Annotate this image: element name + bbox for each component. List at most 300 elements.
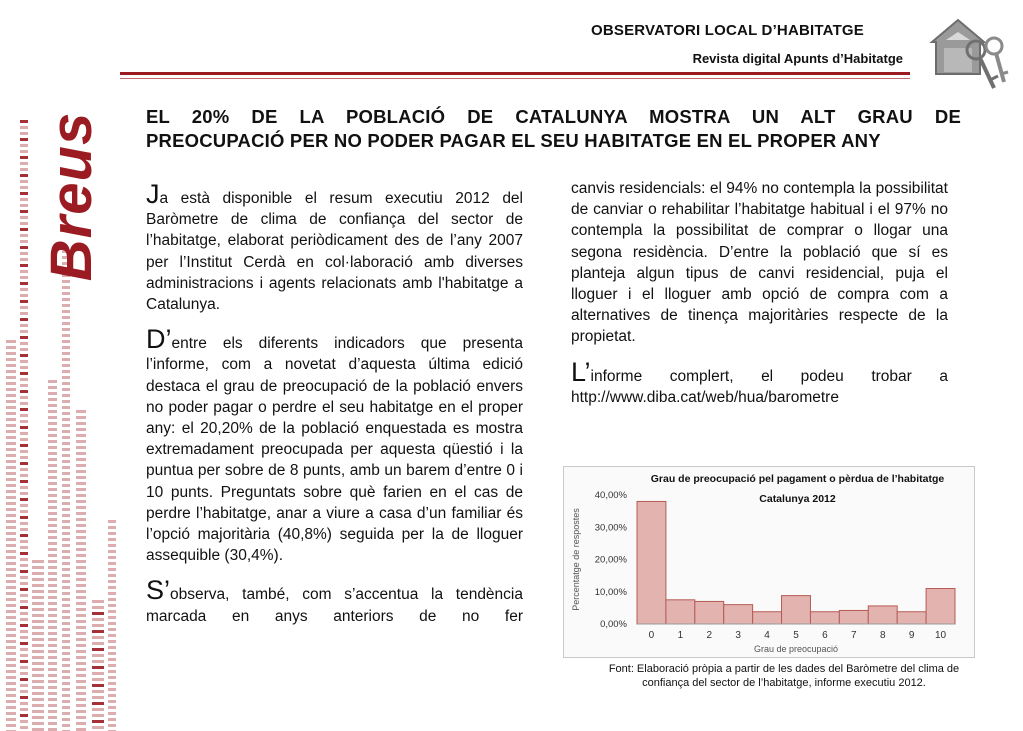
stripe-segment [20, 492, 28, 495]
stripe-segment [6, 430, 16, 433]
stripe-segment [20, 426, 28, 429]
stripe-segment [62, 544, 70, 547]
stripe-segment [20, 306, 28, 309]
stripe-segment [76, 416, 86, 419]
headline-line-1: EL 20% DE LA POBLACIÓ DE CATALUNYA MOSTRA UN ALT GRAU DE [146, 106, 961, 127]
stripe-segment [62, 658, 70, 661]
stripe-segment [62, 334, 70, 337]
stripe-segment [20, 264, 28, 267]
stripe-segment [48, 614, 57, 617]
stripe-segment [92, 696, 104, 699]
stripe-segment [6, 472, 16, 475]
stripe-segment [20, 486, 28, 489]
stripe-segment [6, 436, 16, 439]
stripe-segment [48, 440, 57, 443]
caption-line-2: confiança del sector de l’habitatge, informe executiu 2012. [642, 677, 926, 689]
stripe-segment [48, 428, 57, 431]
stripe-segment [76, 554, 86, 557]
stripe-segment [92, 636, 104, 639]
stripe-segment [32, 722, 44, 725]
stripe-segment [62, 664, 70, 667]
stripe-segment [62, 430, 70, 433]
stripe-segment [20, 474, 28, 477]
stripe-segment [108, 718, 116, 721]
stripe-segment [6, 586, 16, 589]
stripe-segment [62, 640, 70, 643]
stripe-segment [6, 616, 16, 619]
stripe-segment [6, 364, 16, 367]
x-tick-label: 6 [822, 630, 828, 641]
stripe-segment [62, 400, 70, 403]
stripe-segment [62, 508, 70, 511]
stripe-segment [20, 156, 28, 159]
stripe-segment [20, 162, 28, 165]
stripe-segment [76, 494, 86, 497]
stripe-segment [6, 484, 16, 487]
stripe-segment [32, 590, 44, 593]
stripe-segment [20, 228, 28, 231]
stripe-segment [20, 402, 28, 405]
stripe-segment [48, 392, 57, 395]
stripe-segment [108, 652, 116, 655]
stripe-segment [6, 424, 16, 427]
stripe-segment [48, 548, 57, 551]
stripe-segment [20, 690, 28, 693]
stripe-segment [62, 412, 70, 415]
stripe-segment [76, 410, 86, 413]
stripe-segment [48, 458, 57, 461]
stripe-segment [32, 602, 44, 605]
stripe-segment [92, 672, 104, 675]
stripe-segment [48, 698, 57, 701]
stripe-segment [6, 694, 16, 697]
stripe-segment [6, 658, 16, 661]
stripe-segment [62, 604, 70, 607]
x-tick-label: 10 [934, 630, 947, 641]
stripe-segment [108, 700, 116, 703]
bar-9 [897, 612, 926, 624]
stripe-segment [48, 608, 57, 611]
stripe-segment [108, 532, 116, 535]
stripe-segment [20, 720, 28, 723]
stripe-segment [92, 720, 104, 723]
stripe-segment [20, 252, 28, 255]
stripe-segment [76, 716, 86, 719]
stripe-segment [108, 562, 116, 565]
stripe-segment [32, 626, 44, 629]
stripe-segment [32, 698, 44, 701]
stripe-segment [20, 696, 28, 699]
x-tick-label: 8 [879, 630, 886, 641]
stripe-segment [62, 490, 70, 493]
stripe-segment [62, 724, 70, 727]
stripe-segment [92, 648, 104, 651]
stripe-segment [20, 660, 28, 663]
stripe-segment [76, 578, 86, 581]
stripe-segment [20, 432, 28, 435]
stripe-segment [6, 598, 16, 601]
stripe-segment [20, 498, 28, 501]
stripe-segment [48, 482, 57, 485]
stripe-segment [76, 458, 86, 461]
stripe-segment [108, 610, 116, 613]
stripe-segment [62, 682, 70, 685]
x-tick-label: 0 [648, 630, 655, 641]
stripe-segment [62, 484, 70, 487]
stripe-segment [20, 276, 28, 279]
stripe-segment [76, 692, 86, 695]
stripe-segment [20, 438, 28, 441]
stripe-segment [20, 150, 28, 153]
stripe-segment [48, 680, 57, 683]
stripe-segment [48, 602, 57, 605]
stripe-segment [6, 556, 16, 559]
stripe-segment [62, 394, 70, 397]
stripe-segment [62, 328, 70, 331]
stripe-segment [6, 370, 16, 373]
left-column [146, 179, 523, 641]
stripe-segment [20, 618, 28, 621]
stripe-segment [62, 622, 70, 625]
stripe-segment [62, 304, 70, 307]
y-tick-label: 30,00% [594, 522, 627, 534]
stripe-segment [48, 386, 57, 389]
stripe-segment [6, 646, 16, 649]
stripe-segment [6, 388, 16, 391]
stripe-segment [76, 518, 86, 521]
stripe-segment [108, 550, 116, 553]
stripe-segment [76, 572, 86, 575]
stripe-segment [20, 534, 28, 537]
stripe-segment [108, 568, 116, 571]
stripe-segment [20, 636, 28, 639]
stripe-segment [76, 440, 86, 443]
stripe-segment [20, 570, 28, 573]
stripe-segment [108, 526, 116, 529]
stripe-segment [6, 664, 16, 667]
stripe-segment [48, 554, 57, 557]
stripe-segment [62, 442, 70, 445]
stripe-segment [20, 354, 28, 357]
stripe-segment [20, 582, 28, 585]
stripe-segment [20, 678, 28, 681]
stripe-segment [62, 298, 70, 301]
chart-title: Grau de preocupació pel pagament o pèrdua de l’habitatge [650, 473, 945, 485]
stripe-segment [32, 638, 44, 641]
stripe-segment [76, 698, 86, 701]
stripe-segment [20, 642, 28, 645]
stripe-segment [76, 482, 86, 485]
paragraph-continued: canvis residencials: el 94% no contempla la possibilitat de canviar o rehabilitar l’habitatge habitual i el 97% no contempla la possibilitat de comprar o llogar una segona residència. D’entre la població que sí es planteja algun tipus de canvi residencial, puja el lloguer i el lloguer amb opció de compra com a alternatives de tinença majoritàries respecte de la propietat. [571, 180, 948, 346]
stripe-segment [92, 702, 104, 705]
header-divider-thin [120, 78, 910, 79]
stripe-segment [20, 546, 28, 549]
stripe-segment [62, 568, 70, 571]
stripe-segment [76, 596, 86, 599]
stripe-segment [76, 614, 86, 617]
stripe-segment [6, 682, 16, 685]
stripe-segment [62, 502, 70, 505]
stripe-segment [62, 616, 70, 619]
stripe-segment [48, 476, 57, 479]
stripe-segment [6, 622, 16, 625]
stripe-segment [20, 552, 28, 555]
stripe-segment [76, 548, 86, 551]
stripe-segment [20, 612, 28, 615]
stripe-segment [20, 174, 28, 177]
stripe-segment [6, 706, 16, 709]
stripe-segment [32, 716, 44, 719]
bar-chart [563, 466, 975, 658]
stripe-segment [20, 702, 28, 705]
stripe-segment [20, 600, 28, 603]
stripe-segment [76, 536, 86, 539]
stripe-segment [76, 452, 86, 455]
stripe-segment [48, 518, 57, 521]
y-axis-title: Percentatge de respostes [571, 508, 581, 611]
stripe-segment [108, 682, 116, 685]
stripe-segment [62, 652, 70, 655]
stripe-segment [76, 512, 86, 515]
stripe-segment [6, 670, 16, 673]
stripe-segment [32, 620, 44, 623]
stripe-segment [62, 574, 70, 577]
stripe-segment [62, 556, 70, 559]
stripe-segment [108, 574, 116, 577]
chart-subtitle: Catalunya 2012 [759, 493, 836, 505]
stripe-segment [6, 346, 16, 349]
stripe-segment [6, 550, 16, 553]
stripe-segment [48, 470, 57, 473]
stripe-segment [32, 656, 44, 659]
stripe-segment [20, 708, 28, 711]
stripe-segment [32, 668, 44, 671]
stripe-segment [76, 644, 86, 647]
stripe-segment [6, 400, 16, 403]
stripe-segment [6, 412, 16, 415]
stripe-segment [76, 590, 86, 593]
bar-6 [810, 612, 839, 624]
stripe-segment [6, 712, 16, 715]
stripe-segment [6, 610, 16, 613]
y-tick-label: 0,00% [600, 619, 627, 630]
x-tick-label: 7 [851, 630, 857, 641]
paragraph-text: entre els diferents indicadors que presenta l’informe, com a novetat d’aquesta última edició destaca el grau de preocupació de la població envers no poder pagar o perdre el seu habitatge en el proper any: el 20,20% de la població enquestada es mostra extremadament preocupada per aquesta qüestió i la puntua per sobre de 8 punts, amb un barem d’entre 0 i 10 punts. Preguntats sobre què farien en el cas de perdre l’habitatge, anar a viure a casa d’un familiar és l’opció majoritària (40,8%) seguida per la de lloguer assequible (30,4%). [146, 335, 523, 565]
bar-0 [637, 501, 666, 624]
stripe-segment [92, 690, 104, 693]
stripe-segment [48, 398, 57, 401]
stripe-segment [62, 670, 70, 673]
stripe-segment [48, 584, 57, 587]
stripe-segment [92, 624, 104, 627]
stripe-segment [20, 684, 28, 687]
stripe-segment [108, 646, 116, 649]
stripe-segment [20, 312, 28, 315]
stripe-segment [76, 686, 86, 689]
stripe-segment [62, 700, 70, 703]
stripe-segment [62, 580, 70, 583]
stripe-segment [48, 572, 57, 575]
stripe-segment [62, 340, 70, 343]
drop-cap: D’ [146, 324, 172, 355]
stripe-segment [76, 710, 86, 713]
stripe-segment [108, 724, 116, 727]
stripe-segment [108, 622, 116, 625]
bar-7 [839, 610, 868, 624]
stripe-segment [62, 346, 70, 349]
stripe-segment [76, 602, 86, 605]
stripe-segment [62, 514, 70, 517]
stripe-segment [48, 722, 57, 725]
stripe-segment [48, 686, 57, 689]
stripe-segment [92, 660, 104, 663]
x-tick-label: 9 [908, 630, 915, 641]
paragraph-2 [146, 324, 523, 566]
stripe-segment [108, 604, 116, 607]
stripe-segment [92, 666, 104, 669]
stripe-segment [20, 144, 28, 147]
stripe-segment [20, 624, 28, 627]
stripe-segment [6, 502, 16, 505]
stripe-segment [48, 704, 57, 707]
stripe-segment [6, 520, 16, 523]
stripe-segment [20, 186, 28, 189]
stripe-segment [108, 556, 116, 559]
stripe-segment [92, 684, 104, 687]
stripe-segment [20, 510, 28, 513]
stripe-segment [108, 544, 116, 547]
caption-line-1: Font: Elaboració pròpia a partir de les dades del Baròmetre del clima de [608, 663, 960, 675]
stripe-segment [6, 604, 16, 607]
stripe-segment [6, 592, 16, 595]
stripe-segment [20, 576, 28, 579]
stripe-segment [62, 364, 70, 367]
stripe-segment [108, 688, 116, 691]
header-divider [120, 72, 910, 75]
stripe-segment [6, 340, 16, 343]
stripe-segment [48, 536, 57, 539]
stripe-segment [20, 240, 28, 243]
stripe-segment [20, 120, 28, 123]
stripe-segment [76, 428, 86, 431]
bar-3 [724, 605, 753, 624]
stripe-segment [92, 606, 104, 609]
stripe-segment [6, 652, 16, 655]
stripe-segment [76, 422, 86, 425]
stripe-segment [20, 444, 28, 447]
stripe-segment [48, 512, 57, 515]
stripe-segment [62, 418, 70, 421]
stripe-segment [32, 572, 44, 575]
stripe-segment [76, 620, 86, 623]
stripe-segment [6, 418, 16, 421]
right-column [571, 178, 948, 422]
paragraph-report-link [571, 356, 948, 408]
stripe-segment [6, 352, 16, 355]
stripe-segment [48, 626, 57, 629]
section-brand-label [39, 96, 105, 296]
stripe-segment [20, 258, 28, 261]
stripe-segment [20, 654, 28, 657]
stripe-segment [20, 270, 28, 273]
stripe-segment [20, 336, 28, 339]
bar-5 [782, 596, 811, 624]
stripe-segment [62, 316, 70, 319]
stripe-segment [48, 710, 57, 713]
stripe-segment [48, 410, 57, 413]
stripe-segment [20, 540, 28, 543]
x-tick-label: 1 [677, 630, 684, 641]
stripe-segment [48, 422, 57, 425]
stripe-segment [32, 614, 44, 617]
stripe-segment [6, 568, 16, 571]
article-headline [146, 105, 961, 153]
stripe-segment [20, 360, 28, 363]
stripe-segment [6, 526, 16, 529]
stripe-segment [48, 566, 57, 569]
stripe-segment [48, 662, 57, 665]
stripe-segment [32, 686, 44, 689]
stripe-segment [48, 716, 57, 719]
stripe-segment [62, 436, 70, 439]
stripe-segment [20, 408, 28, 411]
stripe-segment [62, 478, 70, 481]
stripe-segment [76, 662, 86, 665]
stripe-segment [6, 406, 16, 409]
stripe-segment [20, 558, 28, 561]
stripe-segment [76, 650, 86, 653]
stripe-segment [62, 706, 70, 709]
stripe-segment [62, 454, 70, 457]
stripe-segment [62, 562, 70, 565]
stripe-segment [20, 282, 28, 285]
stripe-segment [76, 488, 86, 491]
stripe-segment [6, 508, 16, 511]
stripe-segment [6, 676, 16, 679]
stripe-segment [62, 592, 70, 595]
stripe-segment [108, 538, 116, 541]
stripe-segment [48, 668, 57, 671]
stripe-segment [108, 640, 116, 643]
stripe-segment [62, 448, 70, 451]
stripe-segment [20, 564, 28, 567]
stripe-segment [20, 648, 28, 651]
stripe-segment [20, 630, 28, 633]
publication-subtitle: Revista digital Apunts d’Habitatge [692, 51, 903, 66]
stripe-segment [6, 724, 16, 727]
stripe-segment [6, 394, 16, 397]
stripe-segment [6, 514, 16, 517]
stripe-segment [62, 532, 70, 535]
stripe-segment [6, 358, 16, 361]
drop-cap: J [146, 179, 160, 209]
stripe-segment [20, 234, 28, 237]
stripe-segment [62, 466, 70, 469]
stripe-segment [92, 612, 104, 615]
stripe-segment [6, 490, 16, 493]
stripe-segment [108, 694, 116, 697]
stripe-segment [62, 460, 70, 463]
bar-2 [695, 601, 724, 624]
stripe-segment [62, 628, 70, 631]
stripe-segment [76, 566, 86, 569]
stripe-segment [48, 488, 57, 491]
stripe-segment [62, 598, 70, 601]
stripe-segment [62, 688, 70, 691]
stripe-segment [62, 322, 70, 325]
paragraph-text: observa, també, com s’accentua la tendència marcada en anys anteriors de no fer [146, 586, 523, 625]
stripe-segment [6, 532, 16, 535]
